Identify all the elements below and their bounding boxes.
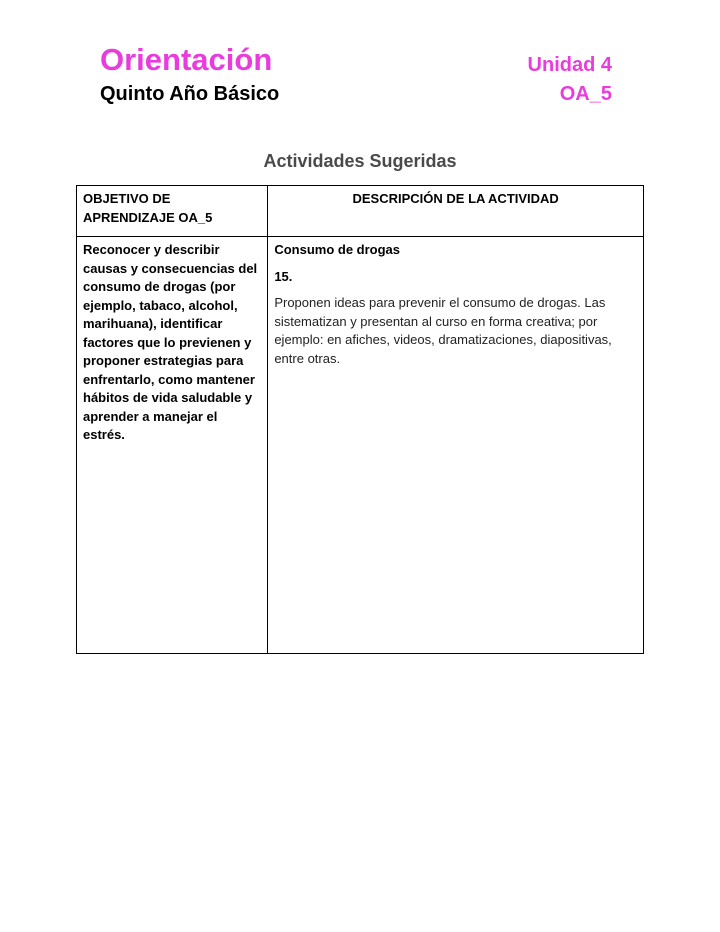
activities-table [76,185,644,654]
activity-title: Consumo de drogas [274,242,401,257]
table-header-row [77,186,644,237]
activity-text: Proponen ideas para prevenir el consumo de drogas. Las sistematizan y presentan al curso en forma creativa; por ejemplo: en afiches, videos, dramatizaciones, diapositivas, entre otras. [274,295,612,366]
oa-label: OA_5 [559,83,612,105]
activity-number: 15. [274,268,293,284]
unit-label: Unidad 4 [527,54,612,76]
section-title: Actividades Sugeridas [263,151,457,171]
table-row [77,237,644,654]
grade-label: Quinto Año Básico [100,83,280,105]
objective-column-header: OBJETIVO DE APRENDIZAJE OA_5 [77,186,268,237]
objective-cell: Reconocer y describir causas y consecuencias del consumo de drogas (por ejemplo, tabaco, alcohol, marihuana), identificar factores que lo previenen y proponer estrategias para enfrentarlo, como mantener hábitos de vida saludable y aprender a manejar el estrés. [77,237,268,654]
subject-title: Orientación [100,42,273,77]
description-cell [268,237,644,654]
description-column-header: DESCRIPCIÓN DE LA ACTIVIDAD [268,186,644,237]
document-header [100,42,612,112]
